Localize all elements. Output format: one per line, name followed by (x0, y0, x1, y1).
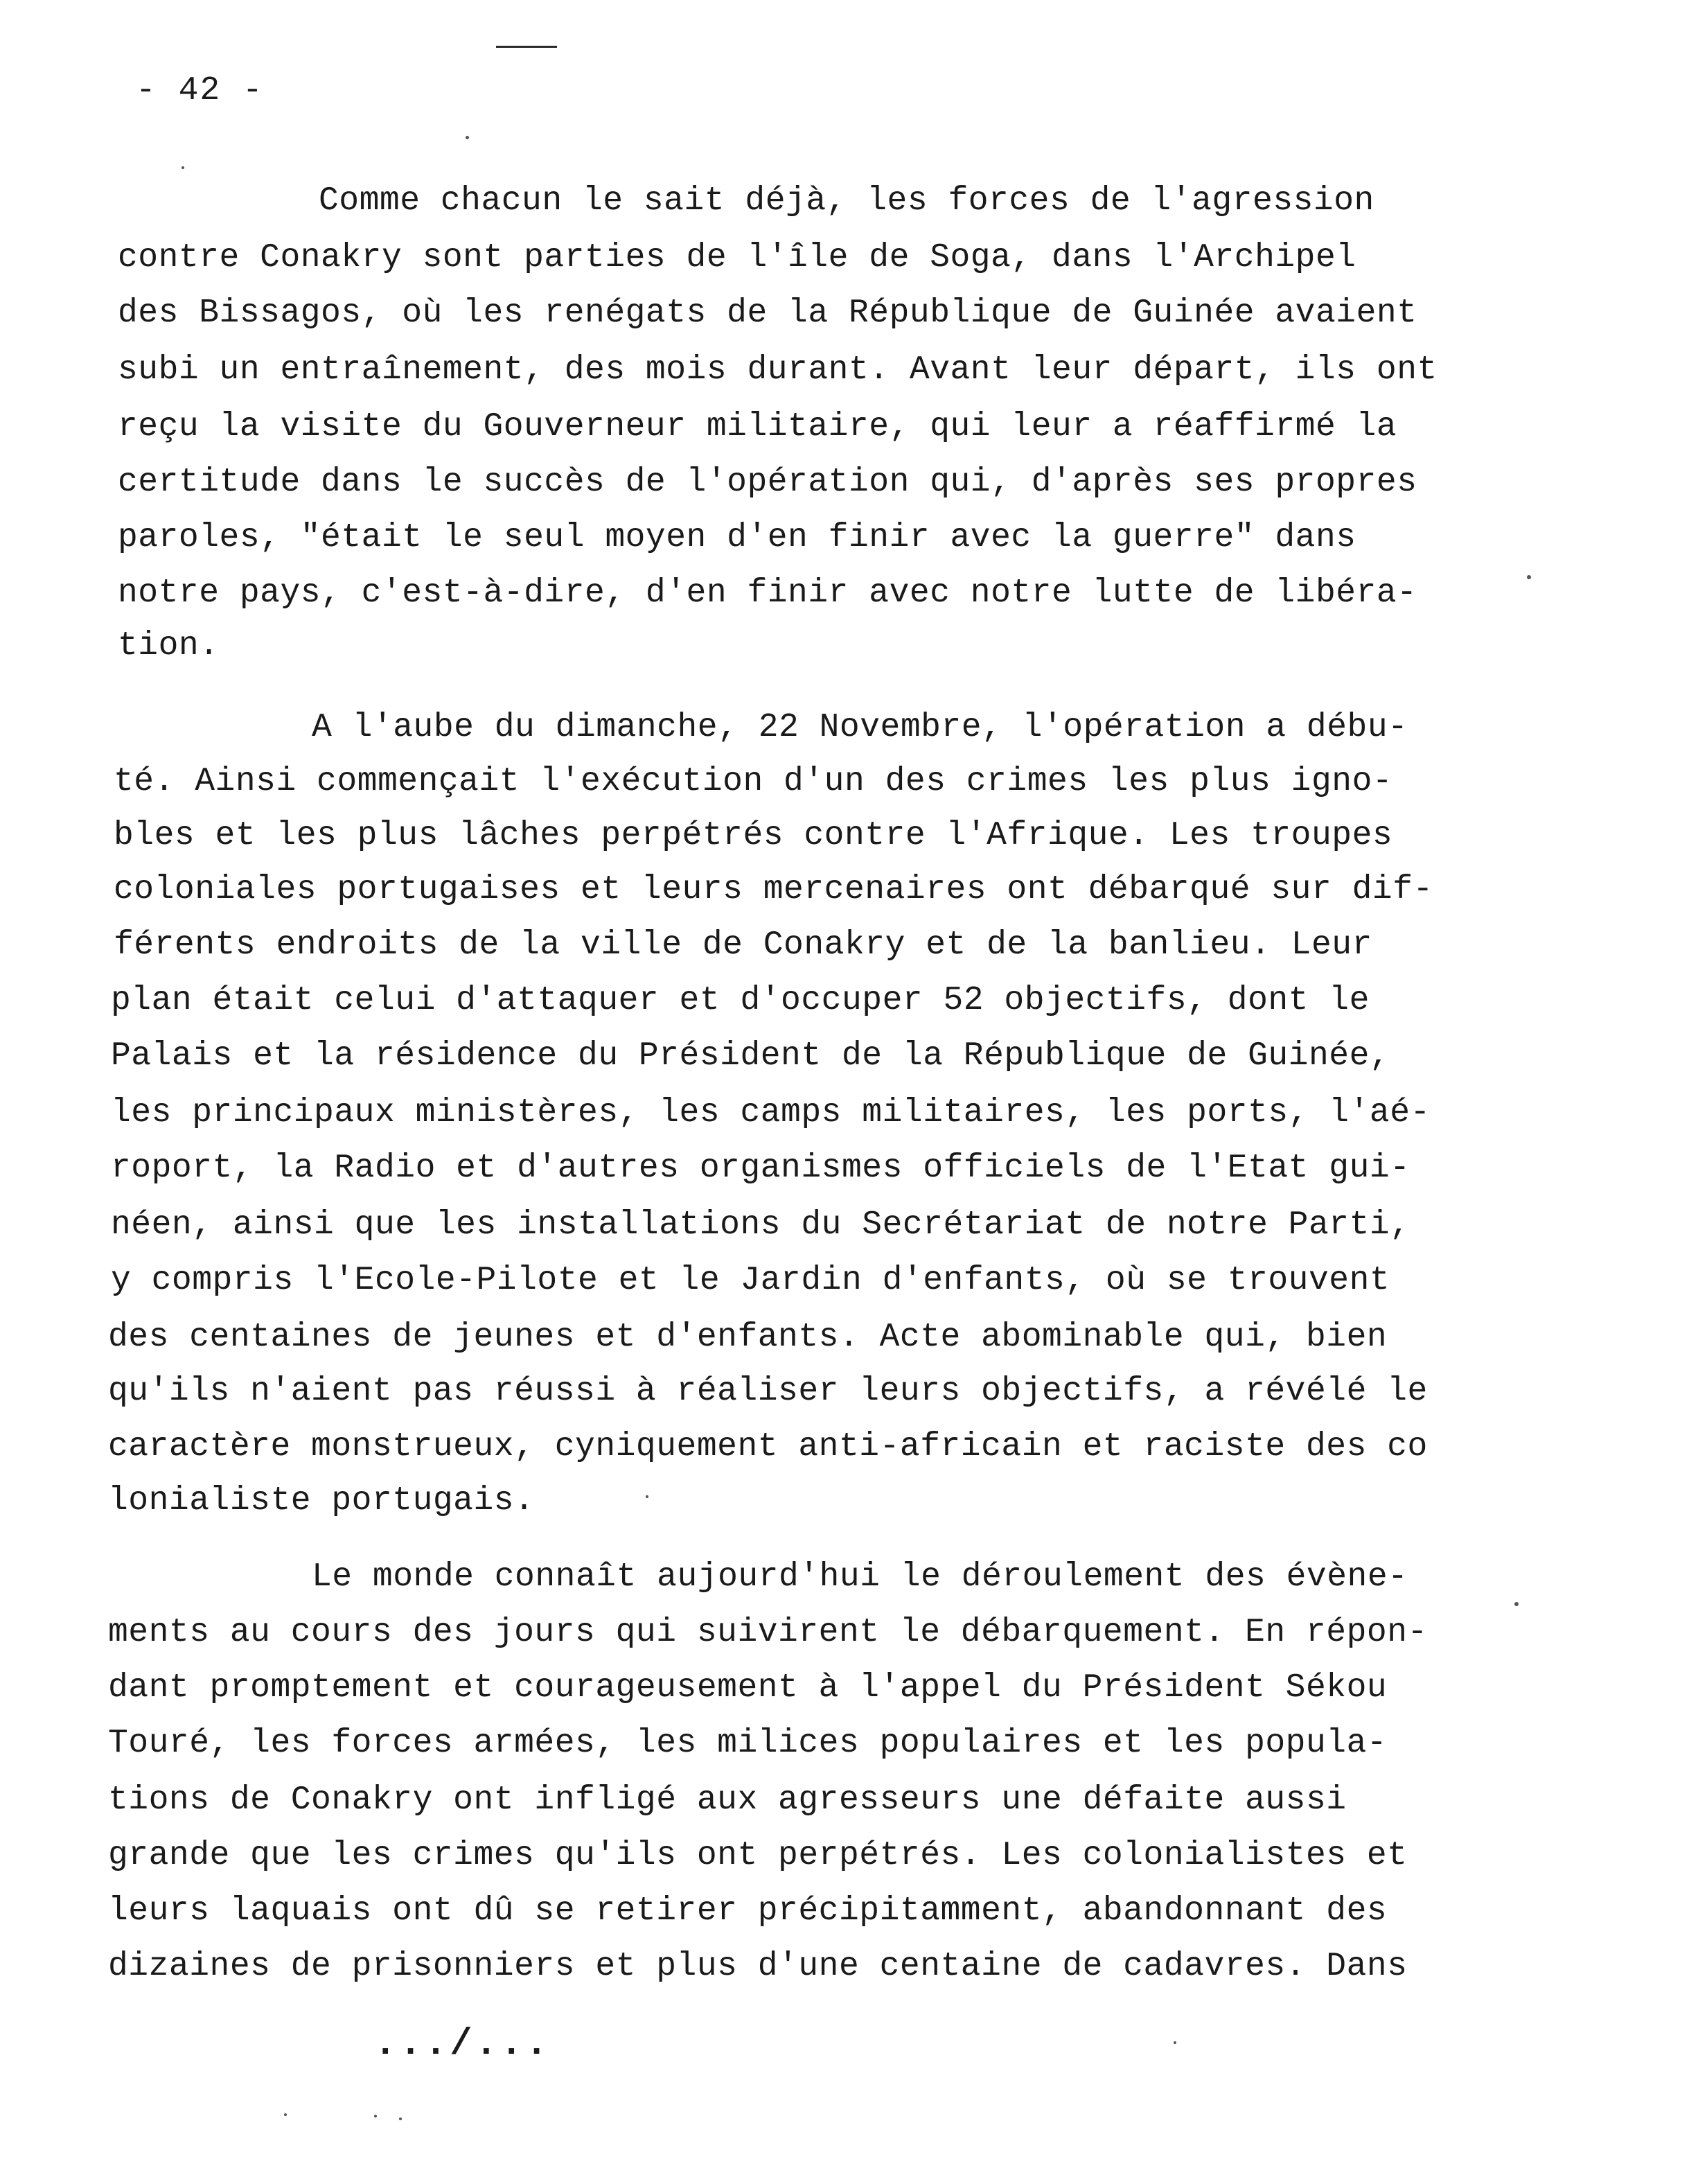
paragraph-line: roport, la Radio et d'autres organismes officiels de l'Etat gui- (111, 1150, 1410, 1187)
paragraph-line: certitude dans le succès de l'opération qui, d'après ses propres (118, 464, 1417, 501)
paragraph-line: Le monde connaît aujourd'hui le déroulement des évène- (312, 1558, 1408, 1596)
top-rule (496, 46, 557, 48)
scan-speck (466, 136, 469, 139)
paragraph-line: A l'aube du dimanche, 22 Novembre, l'opération a débu- (312, 709, 1408, 746)
continuation-marker: .../... (374, 2023, 551, 2066)
paragraph-line: paroles, "était le seul moyen d'en finir avec la guerre" dans (118, 519, 1356, 556)
paragraph-line: leurs laquais ont dû se retirer précipitamment, abandonnant des (108, 1892, 1388, 1930)
paragraph-line: qu'ils n'aient pas réussi à réaliser leurs objectifs, a révélé le (108, 1373, 1428, 1410)
scan-speck (1174, 2041, 1176, 2044)
paragraph-line: Comme chacun le sait déjà, les forces de l'agression (319, 182, 1374, 220)
paragraph-line: y compris l'Ecole-Pilote et le Jardin d'enfants, où se trouvent (111, 1262, 1390, 1299)
paragraph-line: dizaines de prisonniers et plus d'une centaine de cadavres. Dans (108, 1948, 1408, 1985)
paragraph-line: Touré, les forces armées, les milices populaires et les popula- (108, 1725, 1388, 1762)
scan-speck (646, 1495, 648, 1498)
paragraph-line: néen, ainsi que les installations du Secrétariat de notre Parti, (111, 1206, 1410, 1244)
paragraph-line: Palais et la résidence du Président de la République de Guinée, (111, 1037, 1390, 1075)
paragraph-line: té. Ainsi commençait l'exécution d'un des crimes les plus igno- (114, 763, 1393, 800)
paragraph-line: notre pays, c'est-à-dire, d'en finir avec notre lutte de libéra- (118, 574, 1417, 612)
scan-speck (182, 166, 184, 169)
paragraph-line: férents endroits de la ville de Conakry et de la banlieu. Leur (114, 926, 1372, 964)
paragraph-line: tions de Conakry ont infligé aux agresseurs une défaite aussi (108, 1781, 1347, 1819)
paragraph-line: caractère monstrueux, cyniquement anti-africain et raciste des co (108, 1428, 1428, 1465)
paragraph-line: contre Conakry sont parties de l'île de Soga, dans l'Archipel (118, 239, 1356, 276)
paragraph-line: des centaines de jeunes et d'enfants. Acte abominable qui, bien (108, 1319, 1388, 1356)
paragraph-line: subi un entraînement, des mois durant. Avant leur départ, ils ont (118, 351, 1438, 389)
scan-speck (399, 2117, 402, 2120)
paragraph-line: lonialiste portugais. (108, 1482, 535, 1520)
paragraph-line: ments au cours des jours qui suivirent le débarquement. En répon- (108, 1614, 1428, 1651)
scan-speck (1514, 1602, 1519, 1606)
page-number: - 42 - (136, 72, 264, 109)
paragraph-line: plan était celui d'attaquer et d'occuper 52 objectifs, dont le (111, 982, 1370, 1019)
scan-speck (284, 2113, 287, 2116)
paragraph-line: reçu la visite du Gouverneur militaire, qui leur a réaffirmé la (118, 408, 1397, 446)
paragraph-line: les principaux ministères, les camps militaires, les ports, l'aé- (111, 1094, 1431, 1131)
paragraph-line: grande que les crimes qu'ils ont perpétrés. Les colonialistes et (108, 1837, 1408, 1874)
paragraph-line: tion. (118, 627, 220, 664)
scan-speck (374, 2115, 377, 2117)
paragraph-line: bles et les plus lâches perpétrés contre l'Afrique. Les troupes (114, 817, 1393, 854)
paragraph-line: coloniales portugaises et leurs mercenaires ont débarqué sur dif- (114, 871, 1433, 908)
paragraph-line: des Bissagos, où les renégats de la République de Guinée avaient (118, 294, 1417, 332)
paragraph-line: dant promptement et courageusement à l'appel du Président Sékou (108, 1669, 1388, 1707)
scan-speck (1527, 575, 1531, 579)
